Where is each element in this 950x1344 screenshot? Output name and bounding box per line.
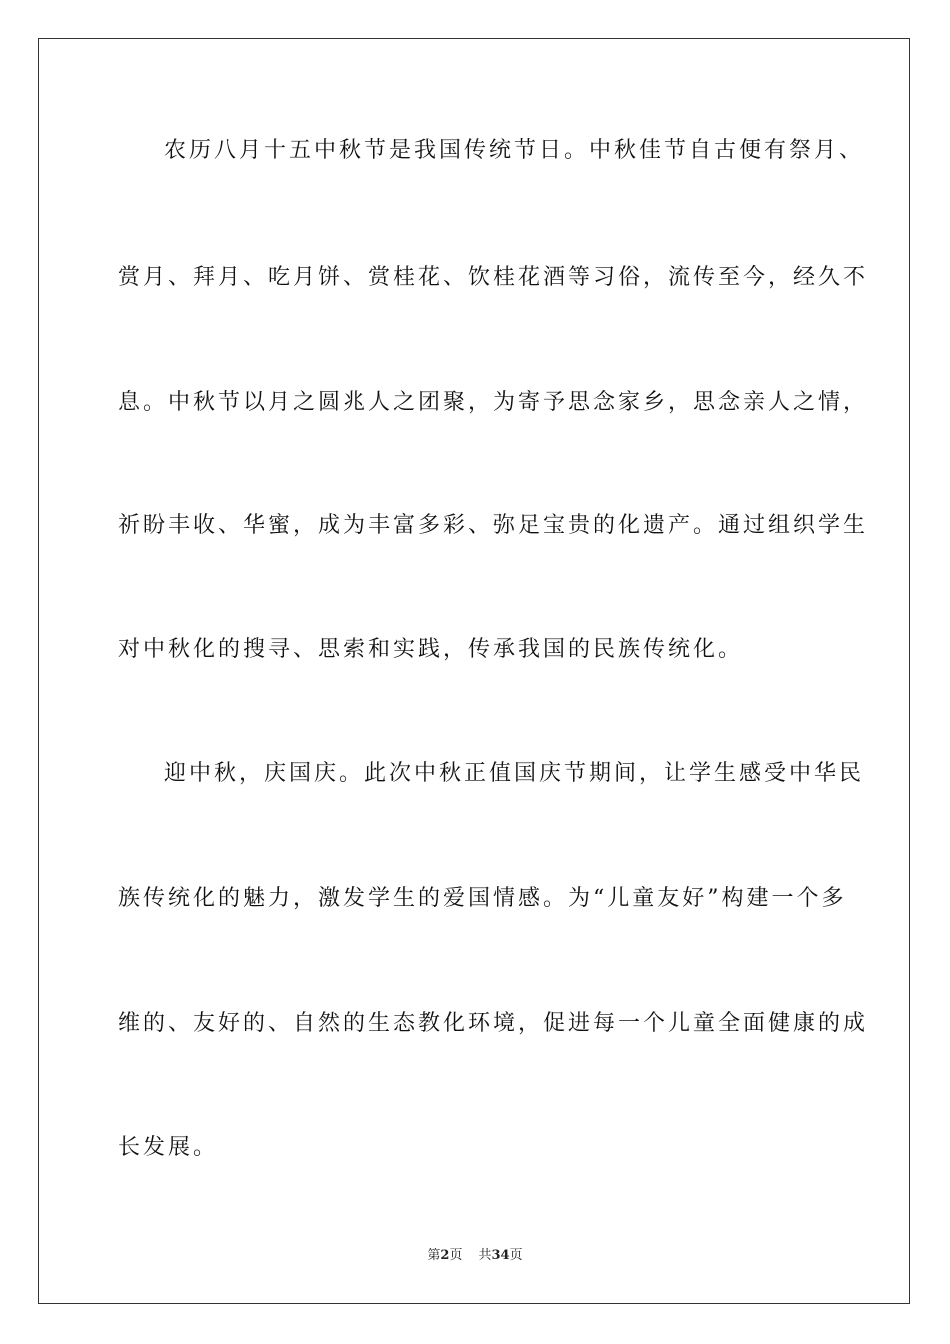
page-number: 2 — [440, 1248, 450, 1263]
text-line: 长发展。 — [118, 1135, 219, 1160]
text-line: 祈盼丰收、华蜜，成为丰富多彩、弥足宝贵的化遗产。通过组织学生 — [118, 513, 869, 538]
total-pages-indicator — [478, 1248, 522, 1263]
text-line: 对中秋化的搜寻、思索和实践，传承我国的民族传统化。 — [118, 637, 744, 662]
total-prefix: 共 — [478, 1248, 492, 1263]
page-prefix: 第 — [427, 1248, 441, 1263]
text-line: 维的、友好的、自然的生态教化环境，促进每一个儿童全面健康的成 — [118, 1011, 869, 1036]
total-pages: 34 — [491, 1248, 510, 1263]
text-line: 族传统化的魅力，激发学生的爱国情感。为“儿童友好”构建一个多 — [118, 886, 847, 911]
page-footer — [0, 1247, 950, 1265]
page-suffix: 页 — [449, 1248, 463, 1263]
page-indicator — [427, 1248, 462, 1263]
text-line: 迎中秋，庆国庆。此次中秋正值国庆节期间，让学生感受中华民 — [164, 761, 865, 786]
text-line: 息。中秋节以月之圆兆人之团聚，为寄予思念家乡，思念亲人之情， — [118, 390, 869, 415]
text-line: 赏月、拜月、吃月饼、赏桂花、饮桂花酒等习俗，流传至今，经久不 — [118, 265, 869, 290]
text-line: 农历八月十五中秋节是我国传统节日。中秋佳节自古便有祭月、 — [164, 138, 865, 163]
page-frame — [38, 38, 910, 1304]
total-suffix: 页 — [509, 1248, 523, 1263]
